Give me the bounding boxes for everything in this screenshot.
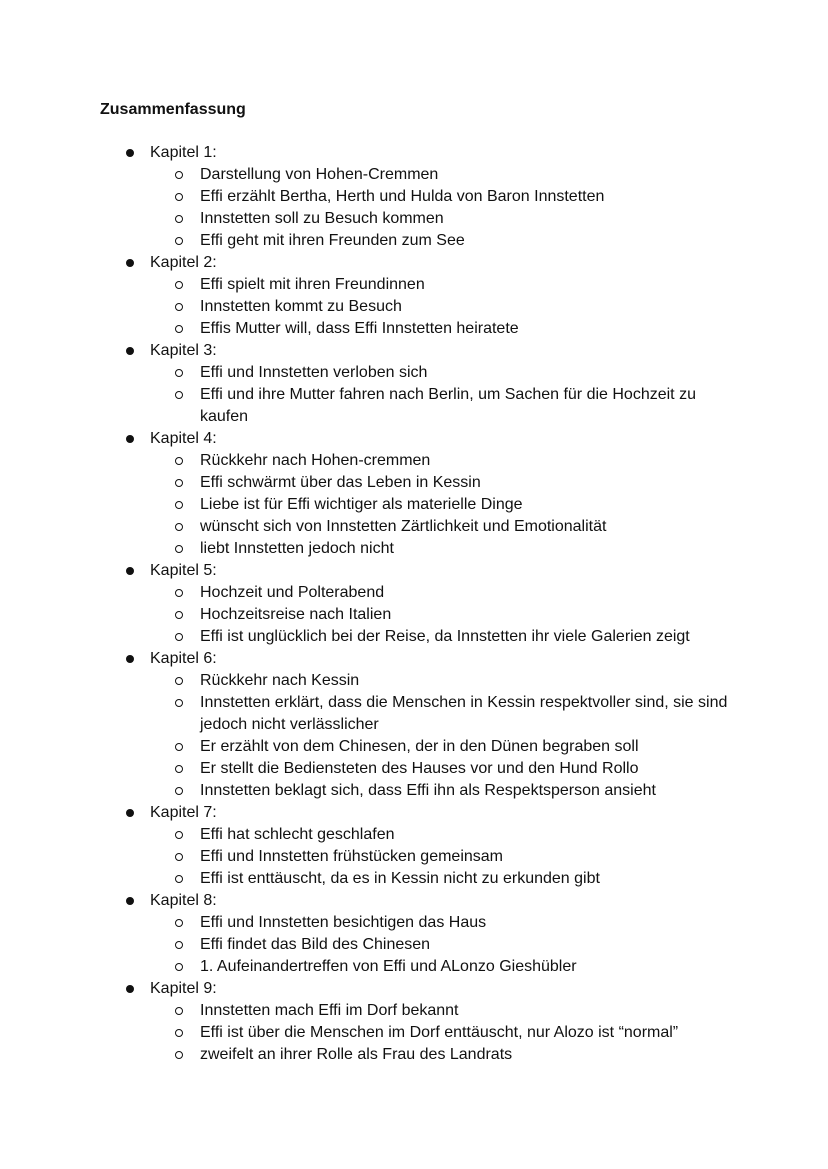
chapter-label: Kapitel 3: <box>150 342 217 359</box>
list-item <box>0 1044 828 1066</box>
chapter-points <box>0 1000 828 1066</box>
bullet-icon <box>126 149 134 157</box>
bullet-icon <box>126 897 134 905</box>
circle-bullet-icon <box>175 831 183 839</box>
list-item <box>0 296 828 318</box>
circle-bullet-icon <box>175 391 183 399</box>
point-text: 1. Aufeinandertreffen von Effi und ALonzo Gieshübler <box>200 958 577 975</box>
chapter-item <box>0 252 828 340</box>
point-text: Effi schwärmt über das Leben in Kessin <box>200 474 481 491</box>
chapter-outline <box>0 142 828 1066</box>
list-item <box>0 846 828 868</box>
page-title: Zusammenfassung <box>100 101 246 118</box>
list-item <box>0 1000 828 1022</box>
circle-bullet-icon <box>175 963 183 971</box>
circle-bullet-icon <box>175 1051 183 1059</box>
circle-bullet-icon <box>175 633 183 641</box>
chapter-points <box>0 824 828 890</box>
chapter-points <box>0 274 828 340</box>
chapter-points <box>0 582 828 648</box>
chapter-item <box>0 142 828 252</box>
list-item <box>0 230 828 252</box>
list-item <box>0 1022 828 1044</box>
point-text: Er erzählt von dem Chinesen, der in den Dünen begraben soll <box>200 738 639 755</box>
circle-bullet-icon <box>175 787 183 795</box>
point-text: Hochzeitsreise nach Italien <box>200 606 392 623</box>
list-item <box>0 538 828 560</box>
chapter-label: Kapitel 7: <box>150 804 217 821</box>
point-text: Innstetten beklagt sich, dass Effi ihn als Respektsperson ansieht <box>200 782 656 799</box>
circle-bullet-icon <box>175 743 183 751</box>
list-item <box>0 384 828 428</box>
point-text: Innstetten erklärt, dass die Menschen in Kessin respektvoller sind, sie sind jedoch nicht verlässlicher <box>200 694 728 733</box>
circle-bullet-icon <box>175 1029 183 1037</box>
point-text: Liebe ist für Effi wichtiger als materielle Dinge <box>200 496 523 513</box>
list-item <box>0 472 828 494</box>
chapter-points <box>0 912 828 978</box>
point-text: Innstetten kommt zu Besuch <box>200 298 402 315</box>
point-text: Rückkehr nach Hohen-cremmen <box>200 452 431 469</box>
chapter-item <box>0 428 828 560</box>
point-text: Effi hat schlecht geschlafen <box>200 826 395 843</box>
bullet-icon <box>126 347 134 355</box>
circle-bullet-icon <box>175 699 183 707</box>
circle-bullet-icon <box>175 875 183 883</box>
list-item <box>0 692 828 736</box>
circle-bullet-icon <box>175 303 183 311</box>
chapter-label: Kapitel 4: <box>150 430 217 447</box>
list-item <box>0 516 828 538</box>
list-item <box>0 208 828 230</box>
chapter-label: Kapitel 8: <box>150 892 217 909</box>
point-text: Effi geht mit ihren Freunden zum See <box>200 232 465 249</box>
point-text: wünscht sich von Innstetten Zärtlichkeit und Emotionalität <box>200 518 607 535</box>
list-item <box>0 912 828 934</box>
list-item <box>0 934 828 956</box>
point-text: Er stellt die Bediensteten des Hauses vor und den Hund Rollo <box>200 760 639 777</box>
circle-bullet-icon <box>175 325 183 333</box>
chapter-item <box>0 340 828 428</box>
circle-bullet-icon <box>175 677 183 685</box>
circle-bullet-icon <box>175 479 183 487</box>
chapter-points <box>0 450 828 560</box>
point-text: Effi und Innstetten besichtigen das Haus <box>200 914 487 931</box>
list-item <box>0 780 828 802</box>
point-text: zweifelt an ihrer Rolle als Frau des Landrats <box>200 1046 513 1063</box>
circle-bullet-icon <box>175 193 183 201</box>
circle-bullet-icon <box>175 1007 183 1015</box>
list-item <box>0 758 828 780</box>
circle-bullet-icon <box>175 545 183 553</box>
circle-bullet-icon <box>175 523 183 531</box>
list-item <box>0 186 828 208</box>
chapter-item <box>0 978 828 1066</box>
point-text: Effi und Innstetten frühstücken gemeinsam <box>200 848 503 865</box>
chapter-label: Kapitel 1: <box>150 144 217 161</box>
point-text: Rückkehr nach Kessin <box>200 672 360 689</box>
point-text: Effi findet das Bild des Chinesen <box>200 936 431 953</box>
point-text: Effi ist unglücklich bei der Reise, da Innstetten ihr viele Galerien zeigt <box>200 628 690 645</box>
bullet-icon <box>126 985 134 993</box>
list-item <box>0 956 828 978</box>
bullet-icon <box>126 259 134 267</box>
chapter-label: Kapitel 6: <box>150 650 217 667</box>
chapter-points <box>0 164 828 252</box>
circle-bullet-icon <box>175 171 183 179</box>
circle-bullet-icon <box>175 457 183 465</box>
bullet-icon <box>126 809 134 817</box>
point-text: Effi und Innstetten verloben sich <box>200 364 428 381</box>
chapter-item <box>0 802 828 890</box>
list-item <box>0 626 828 648</box>
point-text: Effis Mutter will, dass Effi Innstetten heiratete <box>200 320 519 337</box>
circle-bullet-icon <box>175 941 183 949</box>
list-item <box>0 868 828 890</box>
point-text: Effi ist über die Menschen im Dorf enttäuscht, nur Alozo ist “normal” <box>200 1024 679 1041</box>
circle-bullet-icon <box>175 853 183 861</box>
list-item <box>0 604 828 626</box>
circle-bullet-icon <box>175 611 183 619</box>
circle-bullet-icon <box>175 281 183 289</box>
circle-bullet-icon <box>175 369 183 377</box>
point-text: Effi spielt mit ihren Freundinnen <box>200 276 425 293</box>
list-item <box>0 274 828 296</box>
point-text: Effi erzählt Bertha, Herth und Hulda von Baron Innstetten <box>200 188 605 205</box>
list-item <box>0 450 828 472</box>
chapter-item <box>0 648 828 802</box>
circle-bullet-icon <box>175 215 183 223</box>
circle-bullet-icon <box>175 501 183 509</box>
point-text: liebt Innstetten jedoch nicht <box>200 540 394 557</box>
chapter-points <box>0 362 828 428</box>
list-item <box>0 362 828 384</box>
point-text: Innstetten soll zu Besuch kommen <box>200 210 444 227</box>
point-text: Hochzeit und Polterabend <box>200 584 385 601</box>
list-item <box>0 164 828 186</box>
point-text: Innstetten mach Effi im Dorf bekannt <box>200 1002 459 1019</box>
point-text: Darstellung von Hohen-Cremmen <box>200 166 439 183</box>
bullet-icon <box>126 435 134 443</box>
chapter-points <box>0 670 828 802</box>
circle-bullet-icon <box>175 589 183 597</box>
circle-bullet-icon <box>175 237 183 245</box>
chapter-label: Kapitel 9: <box>150 980 217 997</box>
bullet-icon <box>126 567 134 575</box>
list-item <box>0 670 828 692</box>
chapter-item <box>0 890 828 978</box>
list-item <box>0 318 828 340</box>
chapter-item <box>0 560 828 648</box>
chapter-label: Kapitel 2: <box>150 254 217 271</box>
point-text: Effi und ihre Mutter fahren nach Berlin, um Sachen für die Hochzeit zu kaufen <box>200 386 696 425</box>
list-item <box>0 824 828 846</box>
chapter-label: Kapitel 5: <box>150 562 217 579</box>
circle-bullet-icon <box>175 919 183 927</box>
list-item <box>0 736 828 758</box>
list-item <box>0 494 828 516</box>
list-item <box>0 582 828 604</box>
point-text: Effi ist enttäuscht, da es in Kessin nicht zu erkunden gibt <box>200 870 600 887</box>
circle-bullet-icon <box>175 765 183 773</box>
bullet-icon <box>126 655 134 663</box>
